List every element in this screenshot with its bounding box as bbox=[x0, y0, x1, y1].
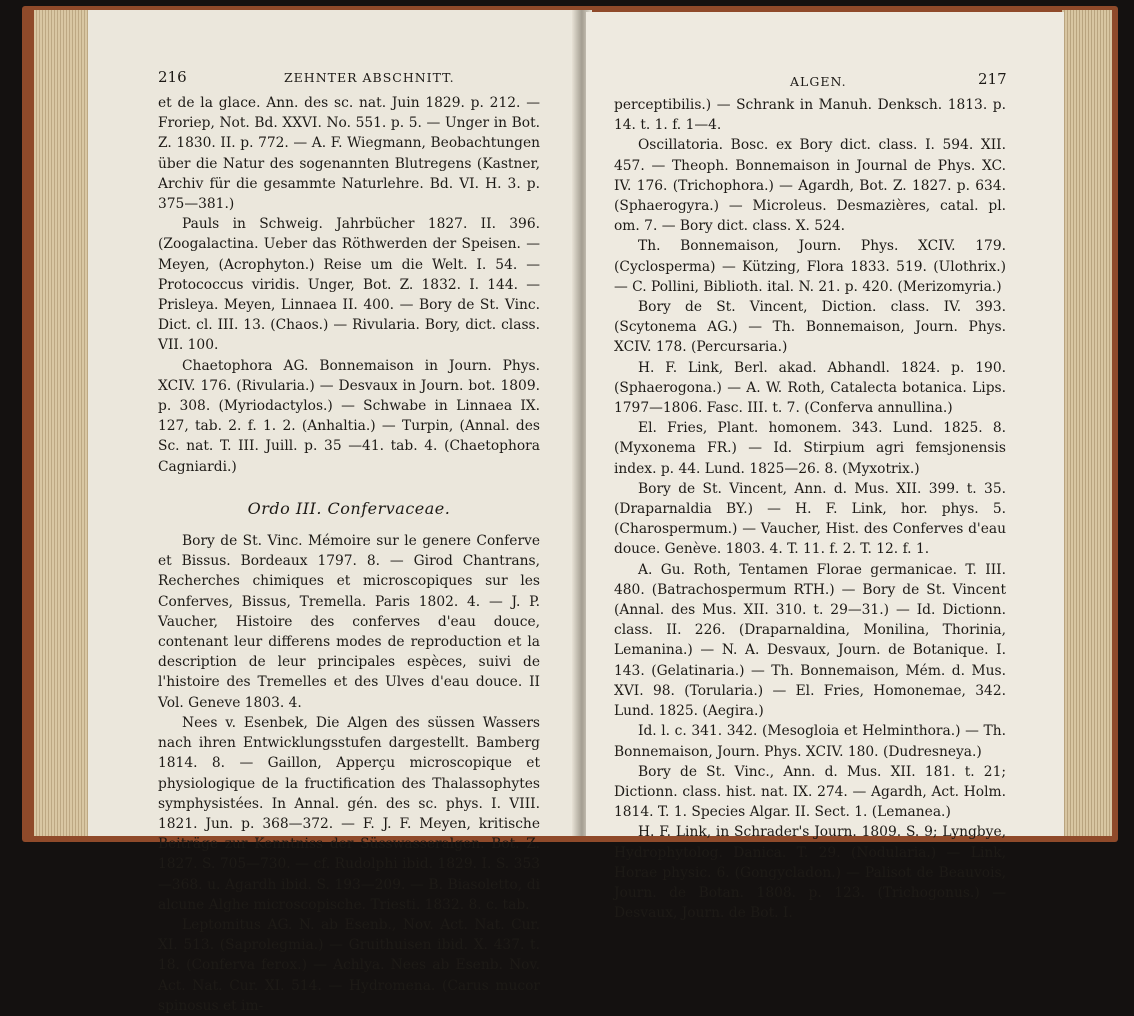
right-page-number: 217 bbox=[978, 70, 1007, 88]
paragraph: Th. Bonnemaison, Journ. Phys. XCIV. 179. (Cyclosperma) — Kützing, Flora 1833. 519. (Ulothrix.) — C. Pollini, Biblioth. ital. N. 21. p. 420. (Merizomyria.) bbox=[614, 238, 1006, 295]
page-edges-right bbox=[1062, 10, 1112, 836]
paragraph: Leptomitus AG. N. ab Esenb., Nov. Act. Nat. Cur. XI. 513. (Saprolegmia.) — Gruithuisen ibid. X. 437. t. 18. (Conferva ferox.) — Achlya. Nees ab Esenb. Nov. Act. Nat. Cur. XI. 514. — Hydromena. (Carus mucor spinosus et im- bbox=[158, 916, 540, 1014]
right-page-header bbox=[586, 68, 1064, 94]
paragraph: Bory de St. Vinc. Mémoire sur le genere Conferve et Bissus. Bordeaux 1797. 8. — Girod Chantrans, Recherches chimiques et microscopiques sur les Conferves, Bissus, Tremella. Paris 1802. 4. — J. P. Vaucher, Histoire des conferves d'eau douce, contenant leur differens modes de reproduction et la description de leur principales espèces, suivi de l'histoire des Tremelles et des Ulves d'eau douce. II Vol. Geneve 1803. 4. bbox=[158, 533, 540, 711]
left-page-body bbox=[158, 93, 540, 1016]
paragraph: Chaetophora AG. Bonnemaison in Journ. Phys. XCIV. 176. (Rivularia.) — Desvaux in Journ. bot. 1809. p. 308. (Myriodactylos.) — Schwabe in Linnaea IX. 127, tab. 2. f. 1. 2. (Anhaltia.) — Turpin, (Annal. des Sc. nat. T. III. Juill. p. 35 —41. tab. 4. (Chaetophora Cagniardi.) bbox=[158, 357, 540, 475]
paragraph: H. F. Link, in Schrader's Journ. 1809. S. 9; Lyngbye, Hydrophytolog. Danica. T. 29. (Nodularia.) — Link, Horae physic. 6. (Gongycladon.) — Palisot de Beauvois, Journ. de Botan. 1808. p. 123. (Trichogonus.) — Desvaux, Journ. de Bot. I. bbox=[614, 824, 1006, 922]
paragraph: El. Fries, Plant. homonem. 343. Lund. 1825. 8. (Myxonema FR.) — Id. Stirpium agri femsjonensis index. p. 44. Lund. 1825—26. 8. (Myxotrix.) bbox=[614, 420, 1006, 477]
left-page bbox=[88, 10, 578, 1014]
page-edges-left bbox=[34, 10, 88, 836]
right-page bbox=[586, 12, 1064, 922]
right-running-head: ALGEN. bbox=[790, 74, 847, 89]
paragraph: Pauls in Schweig. Jahrbücher 1827. II. 396. (Zoogalactina. Ueber das Röthwerden der Speisen. — Meyen, (Acrophyton.) Reise um die Welt. I. 54. — Protococcus viridis. Unger, Bot. Z. 1832. I. 144. — Prisleya. Meyen, Linnaea II. 400. — Bory de St. Vinc. Dict. cl. III. 13. (Chaos.) — Rivularia. Bory, dict. class. VII. 100. bbox=[158, 216, 540, 354]
paragraph: Id. l. c. 341. 342. (Mesogloia et Helminthora.) — Th. Bonnemaison, Journ. Phys. XCIV. 180. (Dudresneya.) bbox=[614, 723, 1006, 760]
paragraph: Bory de St. Vincent, Ann. d. Mus. XII. 399. t. 35. (Draparnaldia BY.) — H. F. Link, hor. phys. 5. (Charospermum.) — Vaucher, Hist. des Conferves d'eau douce. Genève. 1803. 4. T. 11. f. 2. T. 12. f. 1. bbox=[614, 480, 1006, 558]
left-page-header bbox=[88, 66, 578, 92]
paragraph: H. F. Link, Berl. akad. Abhandl. 1824. p. 190. (Sphaerogona.) — A. W. Roth, Catalecta botanica. Lips. 1797—1806. Fasc. III. t. 7. (Conferva annullina.) bbox=[614, 359, 1006, 417]
paragraph: Oscillatoria. Bosc. ex Bory dict. class. I. 594. XII. 457. — Theoph. Bonnemaison in Journal de Phys. XC. IV. 176. (Trichophora.) — Agardh, Bot. Z. 1827. p. 634. (Sphaerogyra.) — Microleus. Desmazières, catal. pl. om. 7. — Bory dict. class. X. 524. bbox=[614, 137, 1006, 235]
paragraph: perceptibilis.) — Schrank in Manuh. Denksch. 1813. p. 14. t. 1. f. 1—4. bbox=[614, 97, 1006, 134]
right-page-body bbox=[614, 95, 1006, 923]
paragraph: Nees v. Esenbek, Die Algen des süssen Wassers nach ihren Entwicklungsstufen dargestellt. Bamberg 1814. 8. — Gaillon, Apperçu microscopique et physiologique de la fructification des Thalassophytes symphysistées. In Annal. gén. des sc. phys. I. VIII. 1821. Jun. p. 368—372. — F. J. F. Meyen, kritische Beiträge zur Kenntniss der Süsswasseralgen. Bot. Z. 1827. S. 705—730. — cf. Rudolphi ibid. 1829. I. S. 353—368. u. Agardh ibid. S. 193—209. — B. Biasoletto, di alcune Alghe microscopische. Triesti. 1832. 8. c. tab. bbox=[158, 714, 540, 913]
paragraph: A. Gu. Roth, Tentamen Florae germanicae. T. III. 480. (Batrachospermum RTH.) — Bory de St. Vincent (Annal. des Mus. XII. 310. t. 29—31.) — Id. Dictionn. class. II. 226. (Draparnaldina, Monilina, Thorinia, Lemanina.) — N. A. Desvaux, Journ. de Botanique. I. 143. (Gelatinaria.) — Th. Bonnemaison, Mém. d. Mus. XVI. 98. (Torularia.) — El. Fries, Homonemae, 342. Lund. 1825. (Aegira.) bbox=[614, 561, 1006, 720]
section-heading: Ordo III. Confervaceae. bbox=[247, 498, 451, 518]
paragraph: Bory de St. Vincent, Diction. class. IV. 393. (Scytonema AG.) — Th. Bonnemaison, Journ. Phys. XCIV. 178. (Percursaria.) bbox=[614, 299, 1006, 356]
paragraph: Bory de St. Vinc., Ann. d. Mus. XII. 181. t. 21; Dictionn. class. hist. nat. IX. 274. — Agardh, Act. Holm. 1814. T. 1. Species Algar. II. Sect. 1. (Lemanea.) bbox=[614, 763, 1006, 821]
paragraph: et de la glace. Ann. des sc. nat. Juin 1829. p. 212. — Froriep, Not. Bd. XXVI. No. 551. p. 5. — Unger in Bot. Z. 1830. II. p. 772. — A. F. Wiegmann, Beobachtungen über die Natur des sogenannten Blutregens (Kastner, Archiv für die gesammte Naturlehre. Bd. VI. H. 3. p. 375—381.) bbox=[158, 95, 540, 213]
left-page-number: 216 bbox=[158, 68, 187, 86]
left-running-head: ZEHNTER ABSCHNITT. bbox=[284, 70, 455, 85]
